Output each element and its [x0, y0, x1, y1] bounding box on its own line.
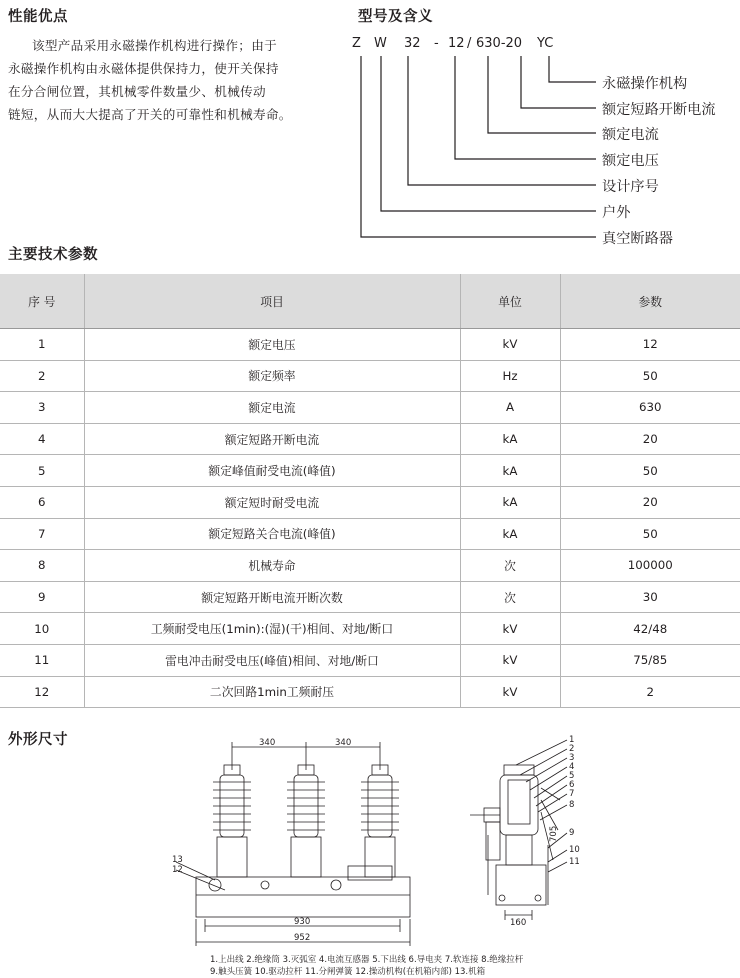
row-value: 100000	[560, 550, 740, 582]
insulator-left	[213, 765, 251, 877]
callout-12: 12	[172, 865, 183, 875]
callout-8: 8	[569, 800, 575, 810]
callout-2: 2	[569, 744, 575, 754]
insulator-right	[361, 765, 399, 877]
code-part-w: W	[374, 36, 387, 51]
meaning-rated-voltage: 额定电压	[602, 153, 659, 169]
row-item: 额定峰值耐受电流(峰值)	[84, 455, 460, 487]
row-value: 42/48	[560, 613, 740, 645]
row-no: 5	[0, 455, 84, 487]
row-item: 额定电压	[84, 329, 460, 361]
row-item: 额定短路开断电流开断次数	[84, 581, 460, 613]
row-no: 4	[0, 423, 84, 455]
callout-3: 3	[569, 753, 575, 763]
row-item: 额定短时耐受电流	[84, 486, 460, 518]
row-value: 630	[560, 392, 740, 424]
col-header-unit: 单位	[460, 274, 560, 329]
insulator-middle	[287, 765, 325, 877]
dim-height: 705	[549, 825, 559, 842]
dim-depth: 160	[510, 918, 527, 928]
code-part-630-20: 630-20	[476, 36, 523, 51]
row-value: 50	[560, 518, 740, 550]
row-unit: kA	[460, 455, 560, 487]
meaning-magnetic-actuator: 永磁操作机构	[602, 76, 688, 92]
code-part-12: 12	[448, 36, 465, 51]
meaning-vacuum-breaker: 真空断路器	[602, 231, 673, 247]
row-unit: kV	[460, 329, 560, 361]
callout-11: 11	[569, 857, 580, 867]
row-no: 11	[0, 644, 84, 676]
col-header-item: 项目	[84, 274, 460, 329]
row-value: 20	[560, 486, 740, 518]
row-no: 1	[0, 329, 84, 361]
callout-6: 6	[569, 780, 575, 790]
code-part-dash: -	[434, 36, 439, 51]
row-no: 3	[0, 392, 84, 424]
code-part-32: 32	[404, 36, 421, 51]
row-unit: kV	[460, 644, 560, 676]
cabinet	[196, 877, 410, 917]
row-item: 雷电冲击耐受电压(峰值)相间、对地/断口	[84, 644, 460, 676]
code-part-z: Z	[352, 36, 361, 51]
row-unit: kV	[460, 676, 560, 708]
row-unit: 次	[460, 550, 560, 582]
callout-9: 9	[569, 828, 575, 838]
row-unit: kA	[460, 486, 560, 518]
meaning-design-serial: 设计序号	[602, 179, 659, 195]
code-part-slash: /	[467, 36, 472, 51]
col-header-value: 参数	[560, 274, 740, 329]
dim-pitch-right: 340	[335, 738, 352, 748]
row-no: 2	[0, 360, 84, 392]
row-unit: A	[460, 392, 560, 424]
callout-5: 5	[569, 771, 575, 781]
row-item: 机械寿命	[84, 550, 460, 582]
row-unit: kV	[460, 613, 560, 645]
dim-pitch-left: 340	[259, 738, 276, 748]
callout-1: 1	[569, 735, 575, 745]
advantages-line: 链短，从而大大提高了开关的可靠性和机械寿命。	[8, 107, 292, 122]
row-no: 6	[0, 486, 84, 518]
row-unit: 次	[460, 581, 560, 613]
meaning-outdoor: 户外	[602, 205, 631, 221]
row-item: 二次回路1min工频耐压	[84, 676, 460, 708]
row-item: 工频耐受电压(1min):(湿)(干)相间、对地/断口	[84, 613, 460, 645]
front-view	[176, 742, 410, 946]
callout-4: 4	[569, 762, 575, 772]
legend-line-2: 9.触头压簧 10.驱动拉杆 11.分闸弹簧 12.操动机构(在机箱内部) 13.机箱	[210, 967, 486, 977]
dimensions-title: 外形尺寸	[8, 732, 68, 748]
advantages-line: 在分合闸位置，其机械零件数量少、机械传动	[8, 84, 266, 99]
meaning-rated-current: 额定电流	[602, 127, 659, 143]
row-item: 额定电流	[84, 392, 460, 424]
dim-width-inner: 930	[294, 917, 311, 927]
row-no: 9	[0, 581, 84, 613]
row-no: 12	[0, 676, 84, 708]
row-unit: Hz	[460, 360, 560, 392]
advantages-title: 性能优点	[8, 9, 68, 25]
row-value: 75/85	[560, 644, 740, 676]
row-value: 20	[560, 423, 740, 455]
dim-width-outer: 952	[294, 933, 311, 943]
legend-line-1: 1.上出线 2.绝缘筒 3.灭弧室 4.电流互感器 5.下出线 6.导电夹 7.软连接 8.绝缘拉杆	[210, 955, 524, 965]
row-unit: kA	[460, 518, 560, 550]
callout-10: 10	[569, 845, 580, 855]
row-item: 额定短路关合电流(峰值)	[84, 518, 460, 550]
code-part-yc: YC	[537, 36, 554, 51]
row-no: 7	[0, 518, 84, 550]
row-no: 10	[0, 613, 84, 645]
specs-title: 主要技术参数	[8, 247, 98, 263]
row-item: 额定短路开断电流	[84, 423, 460, 455]
row-value: 12	[560, 329, 740, 361]
row-value: 30	[560, 581, 740, 613]
row-no: 8	[0, 550, 84, 582]
row-value: 50	[560, 360, 740, 392]
row-value: 50	[560, 455, 740, 487]
callout-13: 13	[172, 855, 183, 865]
row-item: 额定频率	[84, 360, 460, 392]
row-unit: kA	[460, 423, 560, 455]
meaning-breaking-current: 额定短路开断电流	[602, 102, 716, 118]
callout-7: 7	[569, 789, 575, 799]
model-title: 型号及含义	[358, 9, 433, 25]
col-header-no: 序 号	[0, 274, 84, 329]
row-value: 2	[560, 676, 740, 708]
advantages-line: 永磁操作机构由永磁体提供保持力，使开关保持	[8, 61, 279, 76]
advantages-line: 该型产品采用永磁操作机构进行操作；由于	[32, 38, 277, 53]
